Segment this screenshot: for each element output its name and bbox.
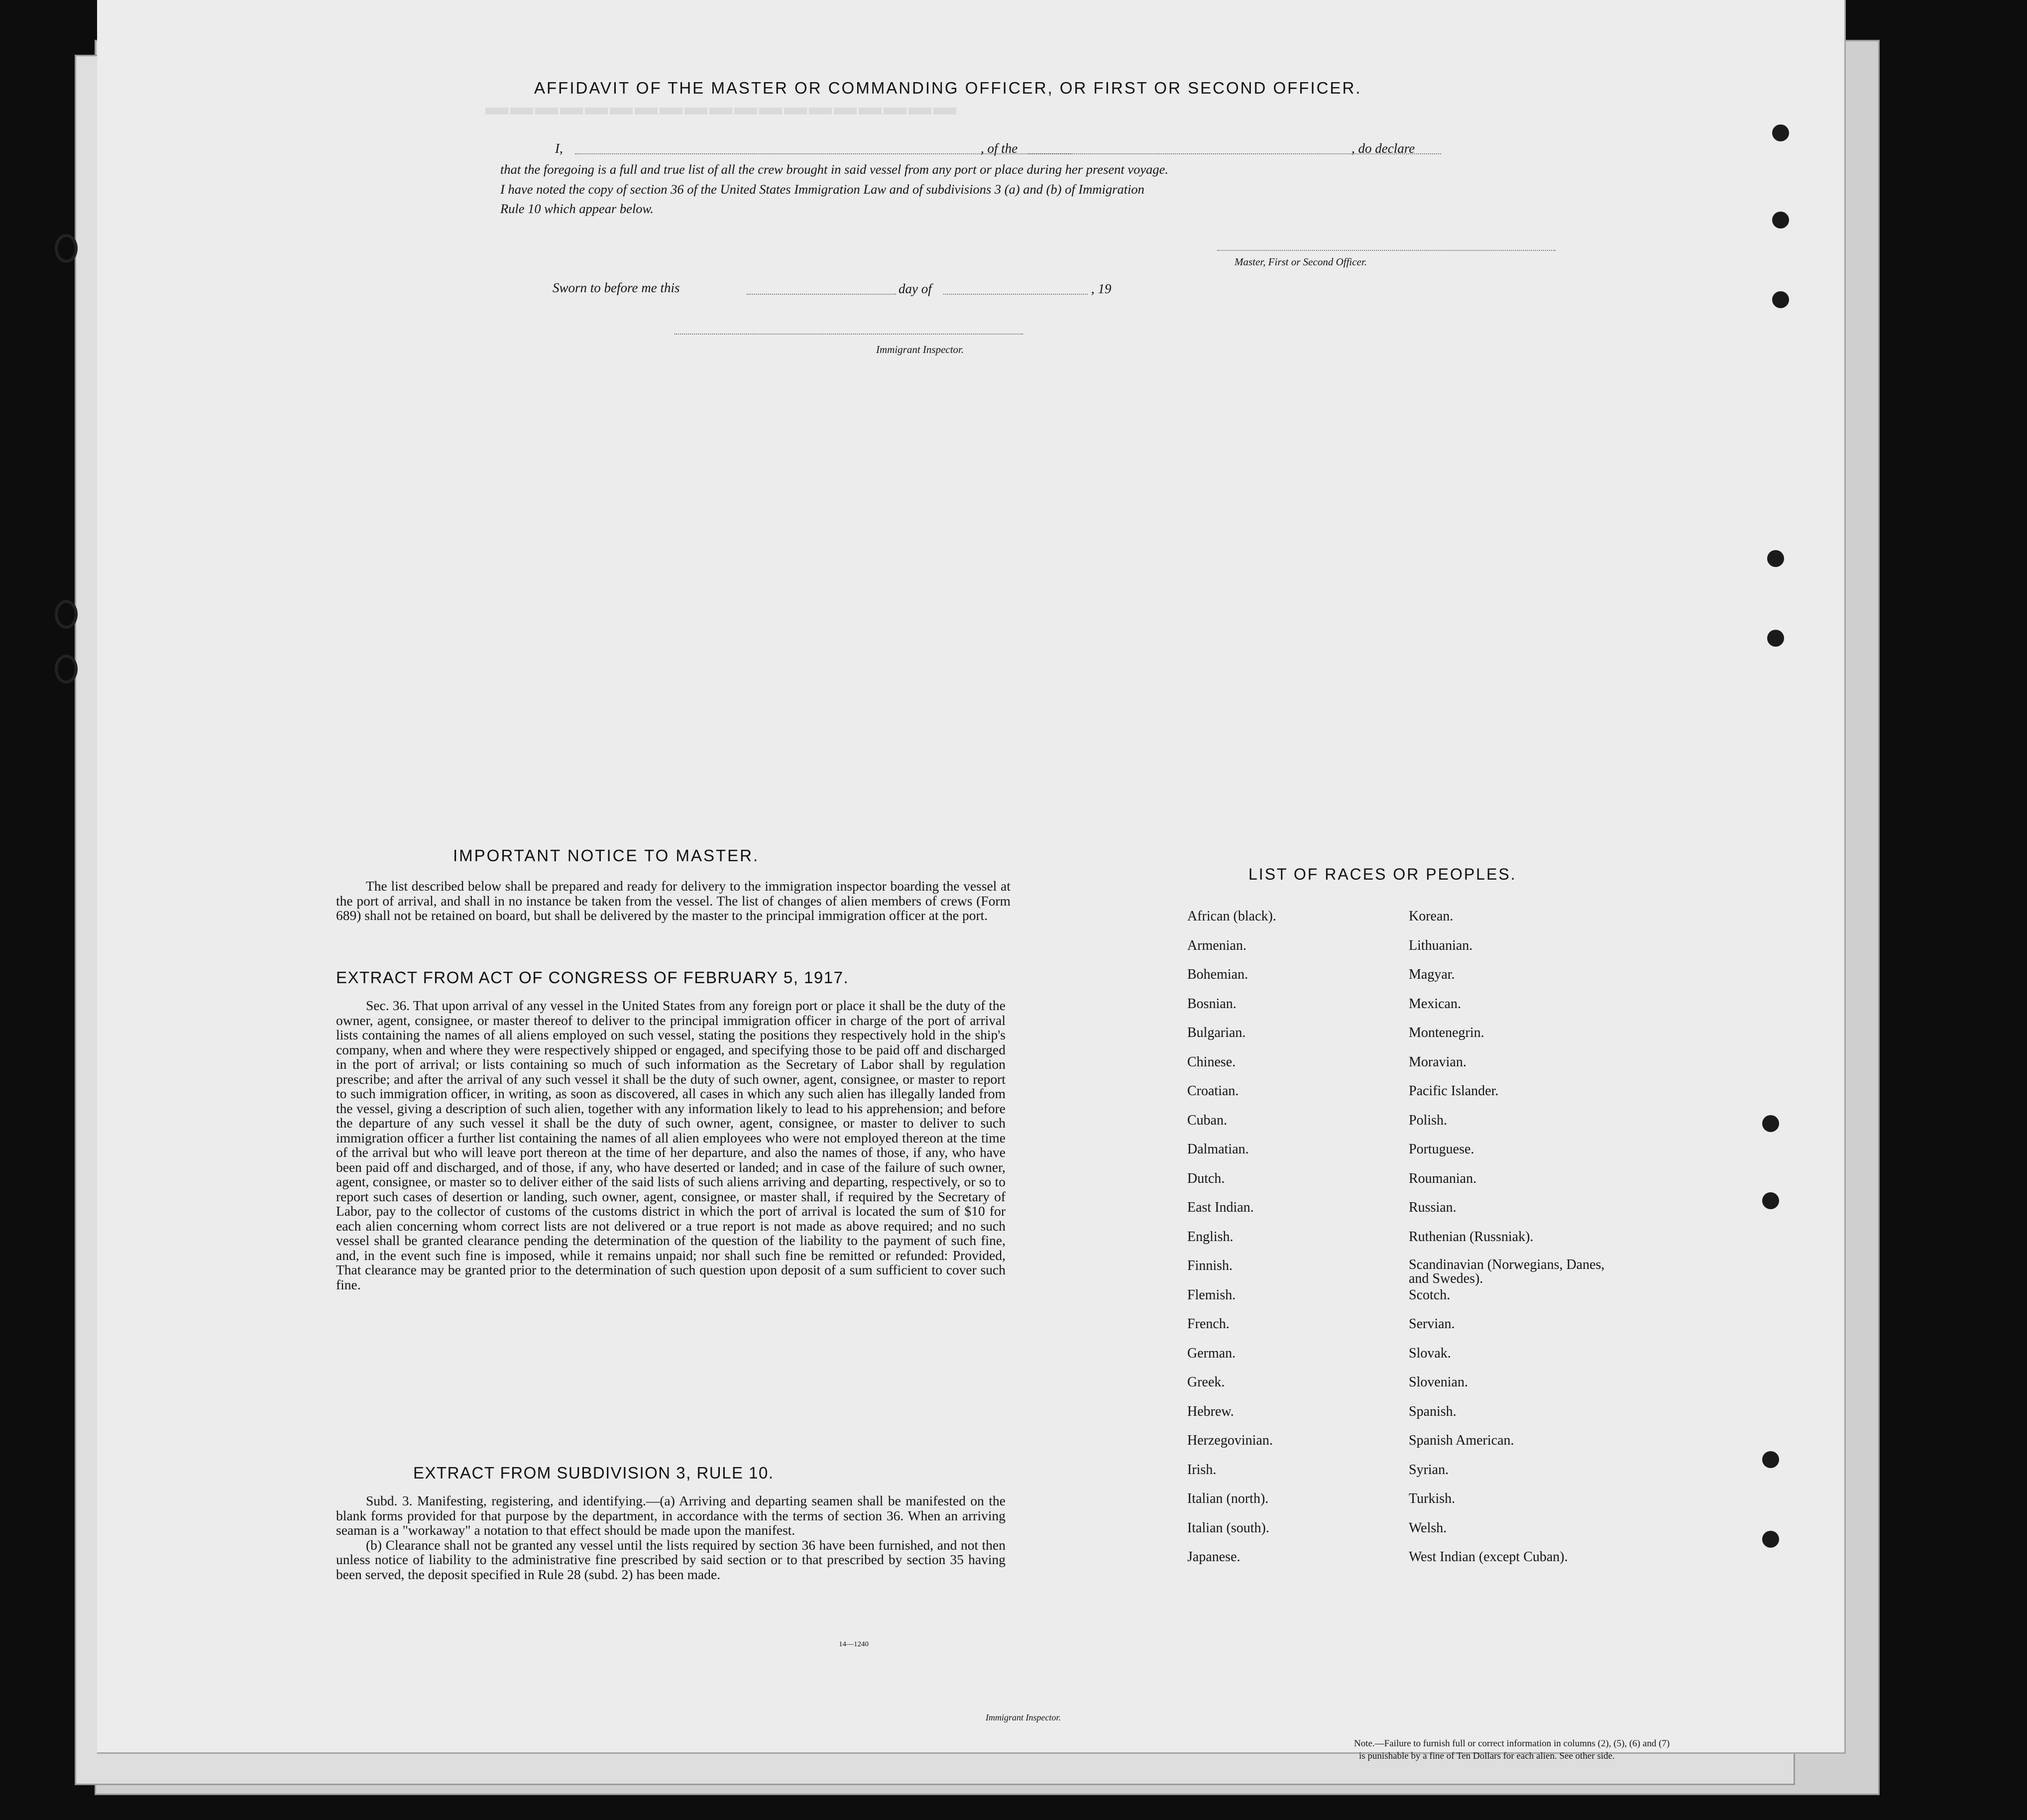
race-entry: Spanish American. (1409, 1433, 1514, 1448)
race-entry: Armenian. (1187, 937, 1246, 953)
race-entry: English. (1187, 1229, 1234, 1245)
punch-hole (1762, 1451, 1779, 1468)
affidavit-i-label: I, (555, 141, 563, 156)
affidavit-line-3: Rule 10 which appear below. (500, 201, 654, 216)
race-entry: Cuban. (1187, 1112, 1228, 1128)
race-entry: Mexican. (1409, 996, 1461, 1012)
race-entry: Flemish. (1187, 1287, 1236, 1303)
punch-hole (1767, 630, 1784, 647)
race-entry: Bosnian. (1187, 996, 1237, 1012)
year-label: , 19 (1091, 281, 1112, 296)
bleed-through-text: ▬▬▬▬▬▬▬▬▬▬▬▬▬▬▬▬▬▬▬ (485, 103, 958, 128)
races-left-column (1187, 909, 1276, 1579)
extract-act-title: EXTRACT FROM ACT OF CONGRESS OF FEBRUARY 5, 1917. (336, 968, 849, 987)
race-entry: Servian. (1409, 1316, 1455, 1332)
affidavit-of-the-label: , of the (981, 141, 1018, 156)
race-entry: Italian (south). (1187, 1520, 1269, 1536)
extract-rule-title: EXTRACT FROM SUBDIVISION 3, RULE 10. (413, 1464, 774, 1482)
race-entry: Dutch. (1187, 1170, 1225, 1186)
subdivision-b-paragraph: (b) Clearance shall not be granted any vessel until the lists required by section 36 have been furnished, and not then unless notice of liability to the administrative fine prescribed by said section or to that prescribed by section 35 having been served, the deposit specified in Rule 28 (subd. 2) has been made. (336, 1537, 1006, 1582)
affidavit-title: AFFIDAVIT OF THE MASTER OR COMMANDING OFFICER, OR FIRST OR SECOND OFFICER. (534, 79, 1362, 97)
race-entry: Montenegrin. (1409, 1025, 1484, 1040)
race-entry: Spanish. (1409, 1403, 1457, 1419)
races-right-column (1409, 909, 1618, 1579)
inspector-caption: Immigrant Inspector. (876, 343, 964, 355)
race-entry: Bulgarian. (1187, 1025, 1246, 1040)
race-entry: Welsh. (1409, 1520, 1447, 1536)
race-entry: Lithuanian. (1409, 937, 1473, 953)
punch-hole (1772, 291, 1789, 308)
race-entry: Magyar. (1409, 967, 1455, 982)
race-entry: West Indian (except Cuban). (1409, 1549, 1568, 1565)
race-entry: Turkish. (1409, 1491, 1456, 1506)
race-entry: Scotch. (1409, 1287, 1451, 1303)
race-entry: Korean. (1409, 909, 1454, 924)
race-entry: Slovak. (1409, 1345, 1451, 1361)
affidavit-line-1: that the foregoing is a full and true list of all the crew brought in said vessel from any port or place during her present voyage. (500, 162, 1169, 177)
race-entry: Italian (north). (1187, 1491, 1269, 1506)
race-entry: Dalmatian. (1187, 1141, 1249, 1157)
race-entry: French. (1187, 1316, 1230, 1332)
notice-paragraph: The list described below shall be prepared and ready for delivery to the immigration inspector boarding the vessel at the port of arrival, and shall in no instance be taken from the vessel. The list of changes of alien members of crews (Form 689) shall not be retained on board, but shall be delivered by the master to the principal immigration officer at the port. (336, 878, 1011, 923)
race-entry: Polish. (1409, 1112, 1448, 1128)
race-entry: Hebrew. (1187, 1403, 1234, 1419)
punch-hole (1762, 1115, 1779, 1132)
master-signature-line (1217, 250, 1556, 251)
master-caption: Master, First or Second Officer. (1235, 256, 1367, 268)
race-entry: Ruthenian (Russniak). (1409, 1229, 1534, 1245)
notice-body (336, 879, 1011, 923)
punch-hole (1767, 550, 1784, 567)
race-entry: Greek. (1187, 1374, 1225, 1390)
footer-inspector-caption: Immigrant Inspector. (986, 1712, 1061, 1722)
inspector-signature-line (675, 334, 1023, 335)
sworn-month-line (943, 294, 1088, 295)
races-title: LIST OF RACES OR PEOPLES. (1248, 865, 1517, 883)
extract-rule-body (336, 1493, 1006, 1582)
race-entry: Moravian. (1409, 1054, 1466, 1070)
race-entry: Slovenian. (1409, 1374, 1468, 1390)
race-entry: Irish. (1187, 1462, 1217, 1478)
race-entry: Finnish. (1187, 1258, 1233, 1273)
form-number: 14—1240 (839, 1640, 869, 1648)
footer-note-line-2: is punishable by a fine of Ten Dollars for each alien. See other side. (1359, 1751, 1615, 1761)
punch-hole (1772, 212, 1789, 228)
race-entry: Croatian. (1187, 1083, 1239, 1099)
race-entry: Chinese. (1187, 1054, 1236, 1070)
race-entry: Syrian. (1409, 1462, 1449, 1478)
race-entry: Portuguese. (1409, 1141, 1474, 1157)
race-entry: Bohemian. (1187, 967, 1248, 982)
punch-hole (1772, 124, 1789, 141)
notice-title: IMPORTANT NOTICE TO MASTER. (453, 846, 760, 865)
section-36-paragraph: Sec. 36. That upon arrival of any vessel in the United States from any foreign port or place it shall be the duty of the owner, agent, consignee, or master thereof to deliver to the principal immigration officer in charge of the port of arrival lists containing the names of all aliens employed on such vessel, stating the positions they respectively hold in the ship's company, when and where they were respectively shipped or engaged, and specifying those to be paid off and discharged in the port of arrival; or lists containing so much of such information as the Secretary of Labor shall by regulation prescribe; and after the arrival of any such vessel it shall be the duty of such owner, agent, consignee, or master to report to such immigration officer, in writing, as soon as discovered, all cases in which any such alien has illegally landed from the vessel, giving a description of such alien, together with any information likely to lead to his apprehension; and before the departure of any such vessel it shall be the duty of such owner, agent, consignee, or master to deliver to such immigration officer a further list containing the names of all alien employees who were not employed thereon at the time of the arrival but who will leave port thereon at the time of her departure, and also the names of those, if any, who have been paid off and discharged, and of those, if any, who have deserted or landed; and in case of the failure of such owner, agent, consignee, or master so to deliver either of the said lists of such aliens arriving and departing, respectively, or so to report such cases of desertion or landing, such owner, agent, consignee, or master shall, if required by the Secretary of Labor, pay to the collector of customs of the customs district in which the port of arrival is located the sum of $10 for each alien concerning whom correct lists are not delivered or a true report is not made as above required; and no such vessel shall be granted clearance pending the determination of the question of the liability to the payment of such fine, and, in the event such fine is imposed, while it remains unpaid; nor shall such fine be remitted or refunded: Provided, That clearance may be granted prior to the determination of such question upon deposit of a sum sufficient to cover such fine. (336, 998, 1006, 1292)
binder-ring (55, 600, 78, 629)
affidavit-do-declare-label: , do declare (1351, 141, 1415, 156)
subdivision-a-paragraph: Subd. 3. Manifesting, registering, and identifying.—(a) Arriving and departing seamen shall be manifested on the blank forms provided for that purpose by the department, in accordance with the terms of section 36. When an arriving seaman is a "workaway" a notation to that effect should be made upon the manifest. (336, 1493, 1006, 1538)
binder-ring (55, 234, 78, 263)
day-of-label: day of (899, 281, 932, 296)
document-page (97, 0, 1846, 1761)
affidavit-line-2: I have noted the copy of section 36 of the United States Immigration Law and of subdivisions 3 (a) and (b) of Immigration (500, 182, 1144, 197)
race-entry: Scandinavian (Norwegians, Danes, and Swedes). (1409, 1257, 1605, 1286)
race-entry: Herzegovinian. (1187, 1433, 1273, 1448)
race-entry: Pacific Islander. (1409, 1083, 1499, 1099)
race-entry: Japanese. (1187, 1549, 1240, 1565)
punch-hole (1762, 1192, 1779, 1209)
race-entry: German. (1187, 1345, 1236, 1361)
sworn-label: Sworn to before me this (553, 280, 680, 295)
footer-note-line-1: Note.—Failure to furnish full or correct information in columns (2), (5), (6) and (7) (1354, 1738, 1670, 1749)
race-entry: East Indian. (1187, 1200, 1254, 1215)
binder-ring (55, 655, 78, 683)
race-entry: African (black). (1187, 909, 1276, 924)
sworn-day-line (747, 294, 896, 295)
punch-hole (1762, 1531, 1779, 1548)
extract-act-body (336, 998, 1006, 1292)
race-entry: Russian. (1409, 1200, 1457, 1215)
race-entry: Roumanian. (1409, 1170, 1477, 1186)
